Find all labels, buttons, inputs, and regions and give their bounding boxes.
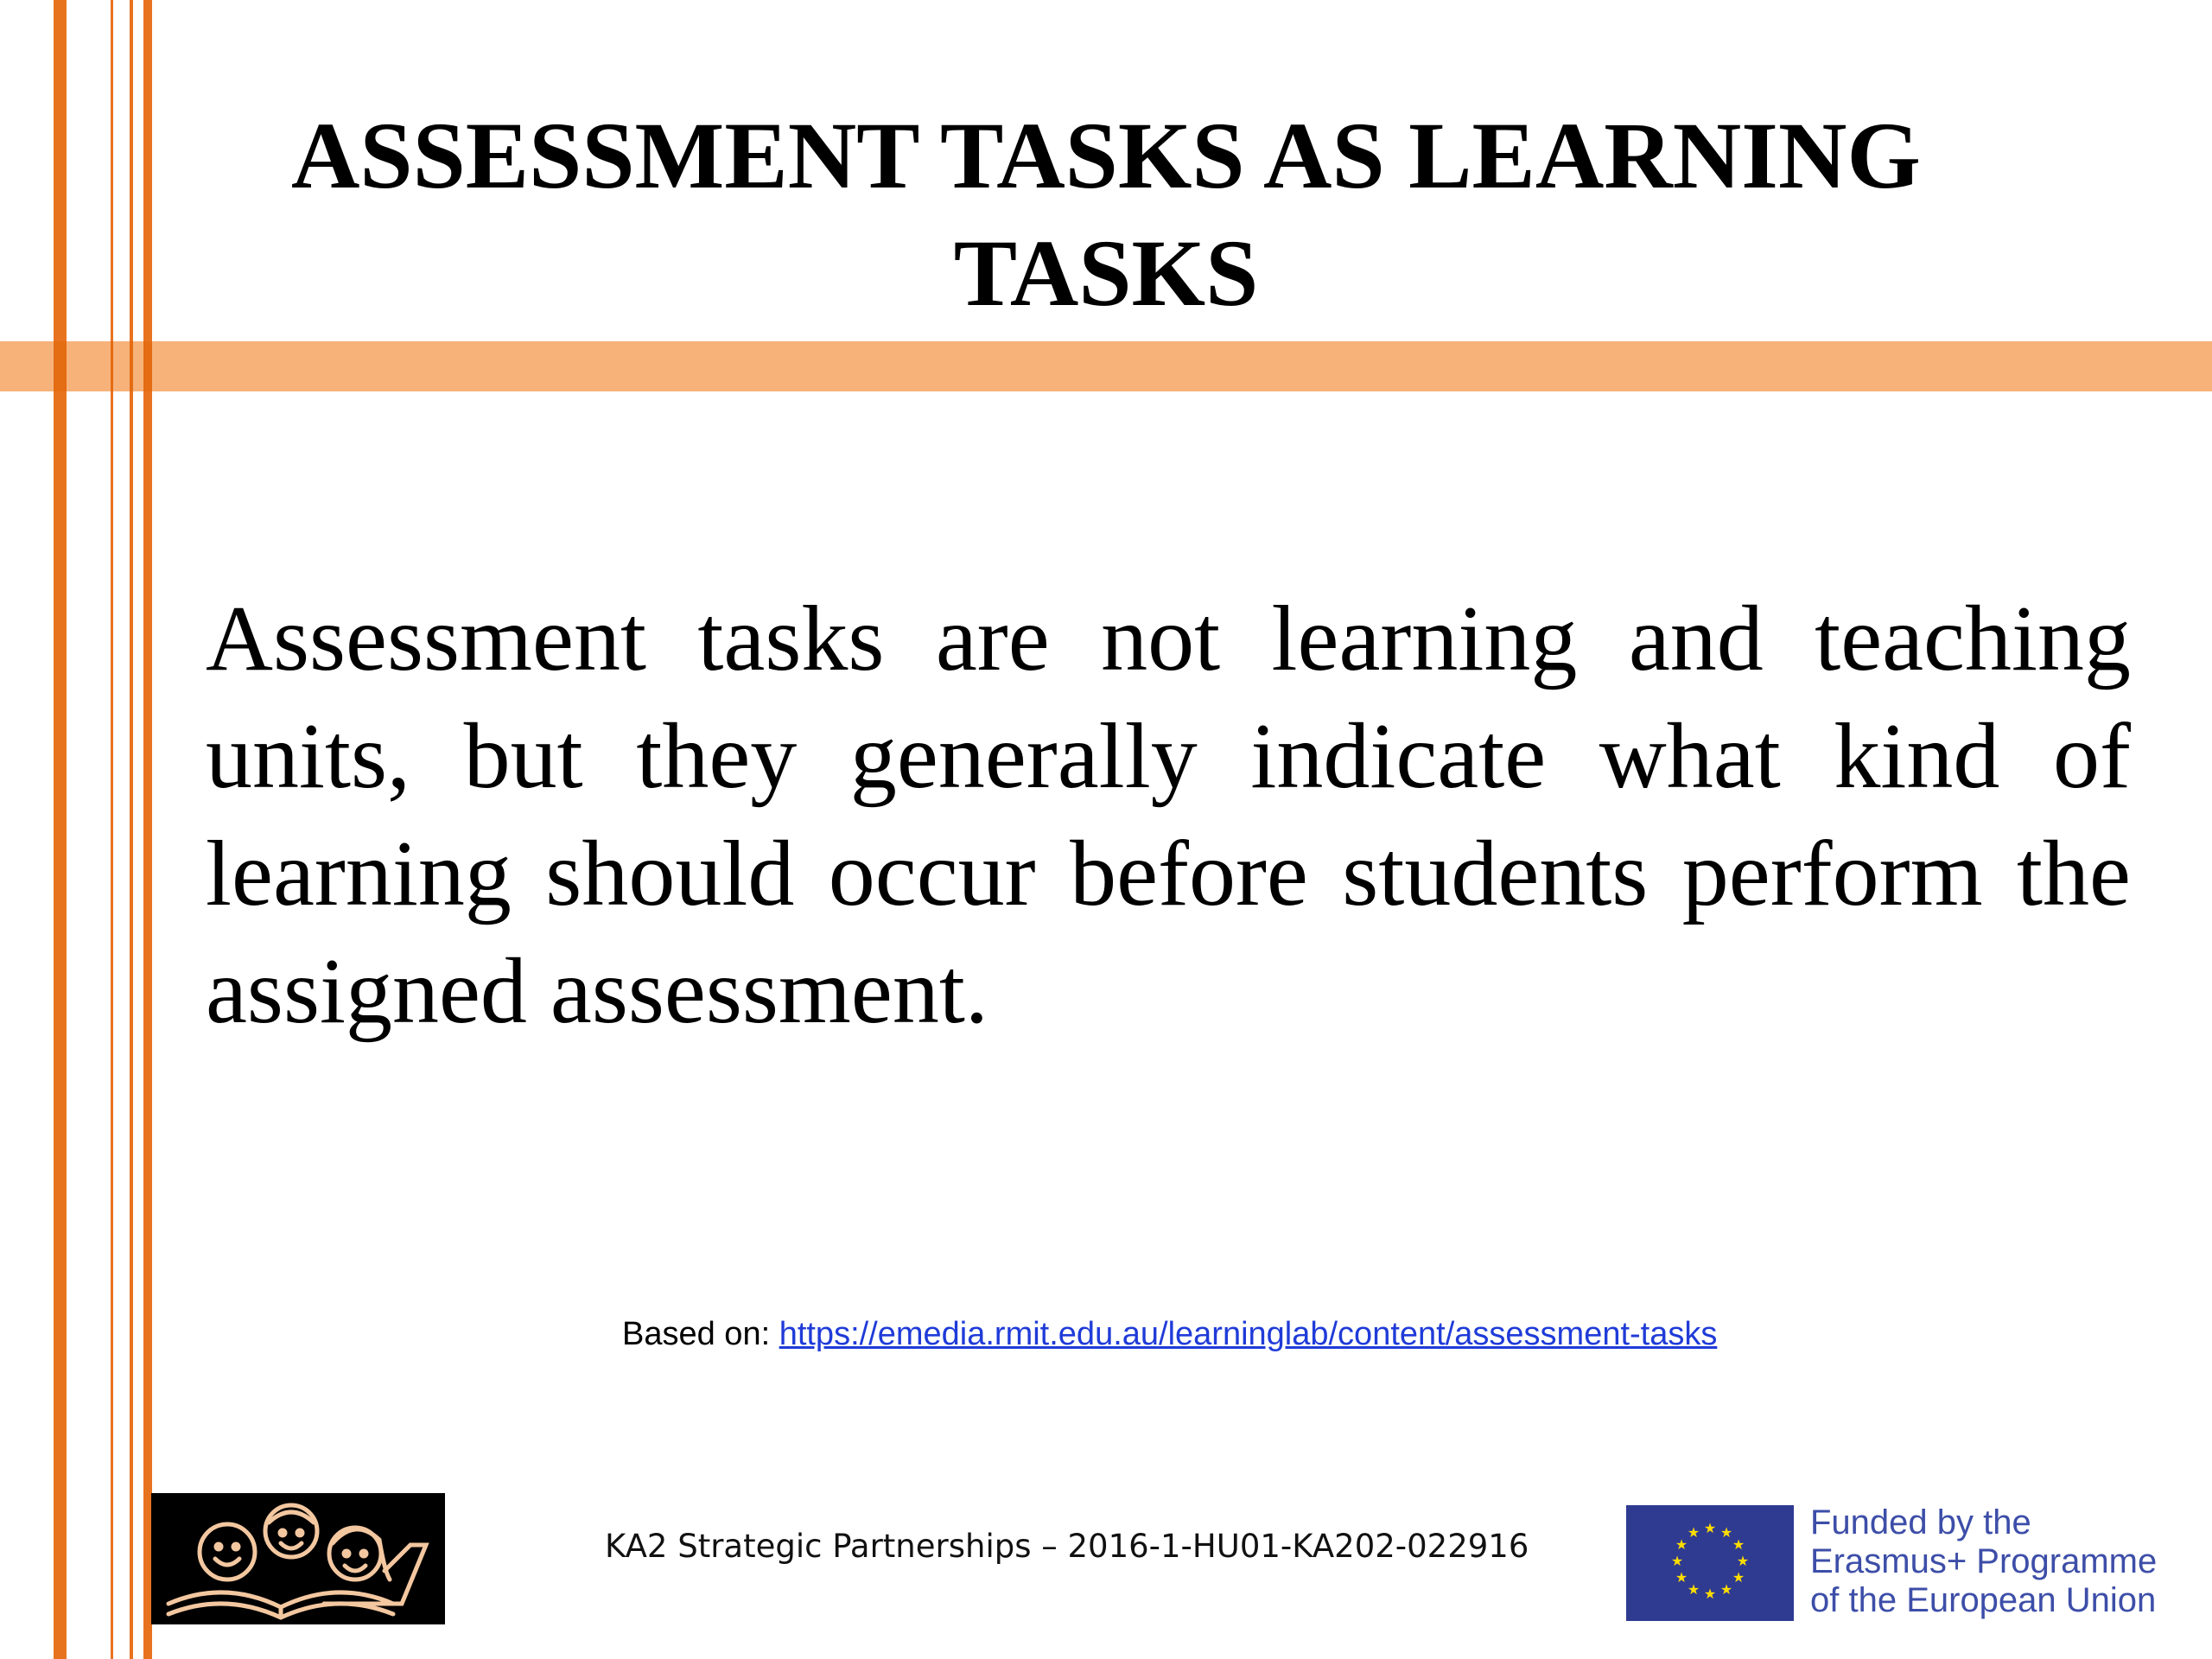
eu-flag bbox=[1626, 1505, 1794, 1621]
slide-title-line-1: ASSESSMENT TASKS AS LEARNING bbox=[290, 103, 1921, 208]
decorative-line-crossing bbox=[54, 341, 67, 391]
slide-body-text: Assessment tasks are not learning and teaching units, but they generally indicate what kind of learning should occur before students perform the assigned assessment. bbox=[206, 588, 2131, 1043]
project-logo bbox=[151, 1493, 445, 1624]
eu-funding-line-2: Erasmus+ Programme bbox=[1810, 1542, 2158, 1580]
eu-funding-text bbox=[1810, 1503, 2157, 1620]
eu-flag-icon bbox=[1626, 1505, 1794, 1621]
smiling-faces-book-logo-icon bbox=[151, 1493, 445, 1624]
decorative-vertical-line bbox=[130, 0, 133, 1659]
decorative-line-crossing bbox=[130, 341, 133, 391]
source-prefix: Based on: bbox=[622, 1316, 779, 1352]
slide-title bbox=[199, 97, 2013, 332]
decorative-line-crossing bbox=[143, 341, 152, 391]
eu-funding-line-3: of the European Union bbox=[1810, 1581, 2157, 1619]
svg-text:★: ★ bbox=[1732, 1569, 1745, 1586]
svg-text:★: ★ bbox=[1675, 1569, 1688, 1586]
slide-title-line-2: TASKS bbox=[953, 220, 1259, 326]
decorative-vertical-line bbox=[54, 0, 67, 1659]
project-reference: KA2 Strategic Partnerships – 2016-1-HU01-KA202-022916 bbox=[605, 1528, 1529, 1565]
svg-text:★: ★ bbox=[1675, 1536, 1688, 1553]
source-citation bbox=[622, 1313, 1717, 1355]
svg-text:★: ★ bbox=[1703, 1586, 1717, 1602]
svg-text:★: ★ bbox=[1687, 1524, 1700, 1541]
svg-text:★: ★ bbox=[1736, 1553, 1750, 1569]
decorative-vertical-line bbox=[143, 0, 152, 1659]
source-link[interactable]: https://emedia.rmit.edu.au/learninglab/content/assessment-tasks bbox=[779, 1316, 1718, 1352]
decorative-line-crossing bbox=[111, 341, 113, 391]
svg-text:★: ★ bbox=[1670, 1553, 1684, 1569]
decorative-horizontal-band bbox=[0, 341, 2212, 391]
eu-funding-line-1: Funded by the bbox=[1810, 1503, 2031, 1541]
svg-text:★: ★ bbox=[1719, 1581, 1733, 1598]
decorative-vertical-line bbox=[111, 0, 113, 1659]
svg-text:★: ★ bbox=[1687, 1581, 1700, 1598]
svg-text:★: ★ bbox=[1732, 1536, 1745, 1553]
svg-text:★: ★ bbox=[1703, 1520, 1717, 1536]
svg-text:★: ★ bbox=[1719, 1524, 1733, 1541]
